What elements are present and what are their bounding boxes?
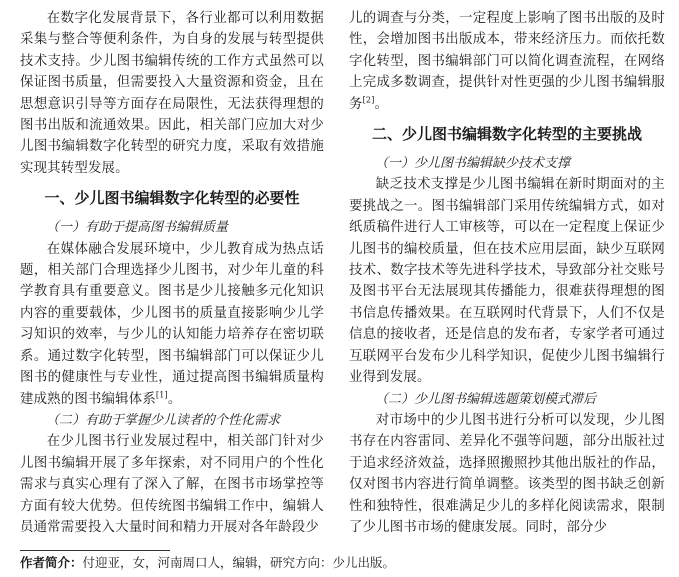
right-column	[349, 8, 665, 538]
paragraph-1-1-end: 。	[167, 391, 182, 407]
footnote-label: 作者简介：	[20, 555, 83, 570]
continued-paragraph-text: 儿的调查与分类，一定程度上影响了图书出版的及时性，会增加图书出版成本，带来经济压力。而依托数字化转型，图书编辑部门可以简化调查流程，在网络上完成多数调查，提供针对性更强的少儿图书编辑服务	[349, 11, 665, 112]
paragraph-1-1-text: 在媒体融合发展环境中，少儿教育成为热点话题，相关部门合理选择少儿图书，对少年儿童的科学教育具有重要意义。图书是少儿接触多元化知识内容的重要载体，少儿图书的质量直接影响少儿学习知识的效率，与少儿的认知能力培养存在密切联系。通过数字化转型，图书编辑部门可以保证少儿图书的健康性与专业性，通过提高图书编辑质量构建成熟的图书编辑体系	[20, 241, 324, 407]
left-column	[20, 8, 324, 538]
subheading-1-2: （二）有助于掌握少儿读者的个性化需求	[46, 412, 281, 428]
section-heading-2: 二、少儿图书编辑数字化转型的主要挑战	[371, 125, 642, 144]
subheading-2-1: （一）少儿图书编辑缺少技术支撑	[375, 156, 571, 172]
paragraph-2-1: 缺乏技术支撑是少儿图书编辑在新时期面对的主要挑战之一。图书编辑部门采用传统编辑方式，如对纸质稿件进行人工审核等，可以在一定程度上保证少儿图书的编校质量，但在技术应用层面，缺少互联网技术、数字技术等先进科学技术，导致部分社交账号及图书平台无法展现其传播能力，很难获得理想的图书信息传播效果。在互联网时代背景下，人们不仅是信息的接收者，还是信息的发布者，专家学者可通过互联网平台发布少儿科学知识，促使少儿图书编辑行业得到发展。	[349, 177, 665, 386]
paragraph-2-2: 对市场中的少儿图书进行分析可以发现，少儿图书存在内容雷同、差异化不强等问题，部分出版社过于追求经济效益，选择照搬照抄其他出版社的作品，仅对图书内容进行简单调整。该类型的图书缺乏创新性和独特性，很难满足少儿的多样化阅读需求，限制了少儿图书市场的健康发展。同时，部分少	[349, 412, 665, 535]
citation-1: [1]	[155, 390, 168, 400]
continued-paragraph-end: 。	[374, 96, 389, 112]
intro-paragraph: 在数字化发展背景下，各行业都可以利用数据采集与整合等便利条件，为自身的发展与转型提供技术支持。少儿图书编辑传统的工作方式虽然可以保证图书质量，但需要投入大量资源和资金，且在思想意识引导等方面存在局限性，无法获得理想的图书出版和流通效果。因此，相关部门应加大对少儿图书编辑数字化转型的研究力度，采取有效措施实现其转型发展。	[20, 11, 324, 176]
paragraph-1-2: 在少儿图书行业发展过程中，相关部门针对少儿图书编辑开展了多年探索，对不同用户的个性化需求与真实心理有了深入了解，在图书市场掌控等方面有较大优势。但传统图书编辑工作中，编辑人员通常需要投入大量时间和精力开展对各年龄段少	[20, 434, 324, 535]
footnote-rule	[20, 550, 170, 551]
continued-paragraph	[349, 8, 665, 115]
author-footnote	[20, 554, 395, 572]
section-heading-1: 一、少儿图书编辑数字化转型的必要性	[44, 189, 300, 208]
paragraph-1-1	[20, 239, 324, 410]
subheading-2-2: （二）少儿图书编辑选题策划模式滞后	[375, 391, 597, 407]
citation-2: [2]	[362, 95, 375, 105]
footnote-text: 付迎亚，女，河南周口人，编辑，研究方向：少儿出版。	[82, 555, 396, 570]
subheading-1-1: （一）有助于提高图书编辑质量	[46, 220, 229, 236]
